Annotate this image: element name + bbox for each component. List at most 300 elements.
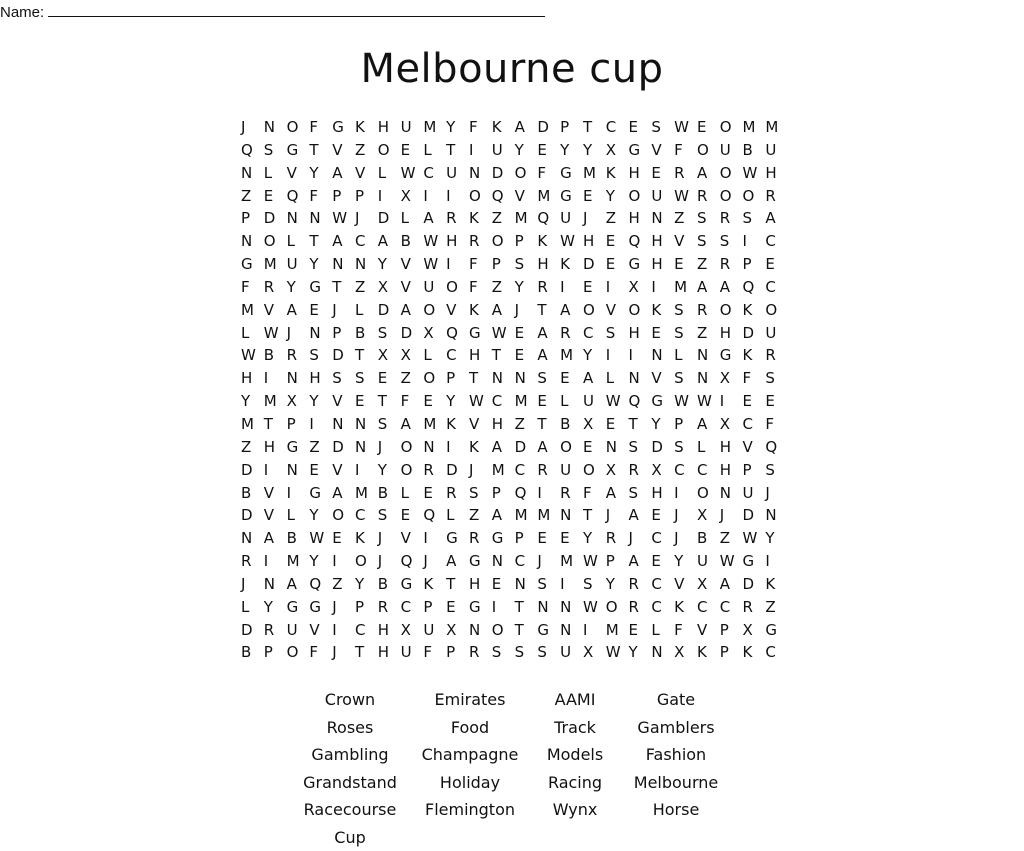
grid-letter: H (720, 459, 743, 482)
grid-letter: X (401, 185, 424, 208)
grid-letter: W (423, 230, 446, 253)
grid-letter: J (287, 322, 310, 345)
grid-letter: Y (355, 573, 378, 596)
grid-letter: K (537, 230, 560, 253)
grid-letter: K (355, 116, 378, 139)
grid-letter: H (720, 322, 743, 345)
grid-letter: Y (674, 550, 697, 573)
grid-letter: O (401, 459, 424, 482)
grid-letter: Z (241, 185, 264, 208)
grid-letter: F (401, 390, 424, 413)
grid-letter: V (674, 573, 697, 596)
grid-letter: W (674, 116, 697, 139)
grid-letter: Z (401, 367, 424, 390)
grid-letter: P (355, 185, 378, 208)
grid-letter: T (492, 344, 515, 367)
grid-letter: N (287, 367, 310, 390)
grid-letter: O (378, 139, 401, 162)
grid-letter: E (560, 367, 583, 390)
grid-letter: E (423, 482, 446, 505)
grid-letter: Z (355, 276, 378, 299)
grid-letter: R (537, 459, 560, 482)
grid-letter: G (743, 550, 766, 573)
grid-letter: E (309, 459, 332, 482)
grid-letter: L (423, 139, 446, 162)
grid-letter: P (264, 641, 287, 664)
grid-letter: Y (515, 139, 538, 162)
grid-letter: A (492, 436, 515, 459)
grid-letter: U (287, 253, 310, 276)
grid-letter: C (765, 641, 788, 664)
grid-letter: Y (309, 550, 332, 573)
word-list-item: Holiday (410, 769, 530, 797)
grid-letter: N (241, 230, 264, 253)
grid-letter: E (515, 344, 538, 367)
grid-letter: H (492, 413, 515, 436)
grid-letter: B (241, 482, 264, 505)
grid-letter: C (651, 573, 674, 596)
grid-letter: Y (765, 527, 788, 550)
grid-letter: G (720, 344, 743, 367)
grid-letter: S (674, 322, 697, 345)
grid-letter: Z (309, 436, 332, 459)
grid-letter: J (469, 459, 492, 482)
grid-letter: Z (515, 413, 538, 436)
grid-letter: G (309, 482, 332, 505)
grid-letter: M (515, 207, 538, 230)
grid-letter: D (378, 299, 401, 322)
grid-letter: A (606, 482, 629, 505)
grid-letter: S (378, 504, 401, 527)
grid-letter: L (355, 299, 378, 322)
grid-letter: U (651, 185, 674, 208)
grid-letter: H (629, 162, 652, 185)
grid-letter: O (423, 299, 446, 322)
grid-letter: R (720, 207, 743, 230)
grid-letter: M (241, 413, 264, 436)
grid-letter: K (469, 436, 492, 459)
grid-letter: O (264, 230, 287, 253)
grid-letter: P (332, 185, 355, 208)
grid-letter: Y (583, 344, 606, 367)
grid-letter: X (446, 619, 469, 642)
word-list-item: Gambling (290, 741, 410, 769)
grid-letter: E (515, 322, 538, 345)
grid-letter: I (423, 527, 446, 550)
grid-letter: L (401, 482, 424, 505)
word-list-item: AAMI (530, 686, 620, 714)
grid-letter: B (264, 344, 287, 367)
grid-letter: P (241, 207, 264, 230)
grid-letter: E (309, 299, 332, 322)
grid-letter: X (651, 459, 674, 482)
grid-letter: O (560, 436, 583, 459)
grid-letter: R (560, 482, 583, 505)
grid-letter: X (401, 619, 424, 642)
grid-letter: S (264, 139, 287, 162)
grid-letter: E (401, 504, 424, 527)
grid-letter: Y (446, 116, 469, 139)
letter-grid (241, 116, 788, 664)
grid-letter: K (423, 573, 446, 596)
grid-letter: Y (309, 390, 332, 413)
grid-letter: Y (446, 390, 469, 413)
grid-letter: T (583, 116, 606, 139)
grid-letter: G (469, 322, 492, 345)
grid-letter: K (743, 344, 766, 367)
grid-letter: Z (492, 207, 515, 230)
grid-letter: G (560, 185, 583, 208)
grid-letter: L (674, 344, 697, 367)
grid-letter: Q (309, 573, 332, 596)
grid-letter: O (720, 116, 743, 139)
grid-letter: R (674, 162, 697, 185)
word-list-item: Gamblers (620, 714, 732, 742)
grid-letter: Q (629, 230, 652, 253)
grid-letter: Y (606, 185, 629, 208)
grid-letter: J (378, 527, 401, 550)
grid-letter: W (423, 253, 446, 276)
grid-letter: W (241, 344, 264, 367)
grid-letter: Y (583, 527, 606, 550)
grid-letter: G (629, 253, 652, 276)
grid-letter: A (537, 322, 560, 345)
grid-letter: C (515, 550, 538, 573)
grid-letter: C (651, 596, 674, 619)
grid-letter: D (743, 322, 766, 345)
grid-letter: O (583, 459, 606, 482)
grid-letter: E (629, 619, 652, 642)
grid-letter: S (674, 299, 697, 322)
grid-letter: T (629, 413, 652, 436)
grid-letter: J (515, 299, 538, 322)
grid-letter: H (651, 253, 674, 276)
grid-letter: S (606, 322, 629, 345)
grid-letter: T (309, 230, 332, 253)
grid-letter: J (537, 550, 560, 573)
grid-letter: S (720, 230, 743, 253)
grid-letter: E (537, 139, 560, 162)
grid-letter: N (492, 367, 515, 390)
grid-letter: V (355, 162, 378, 185)
grid-letter: Q (287, 185, 310, 208)
grid-letter: S (651, 116, 674, 139)
grid-letter: S (537, 367, 560, 390)
grid-letter: F (309, 641, 332, 664)
grid-letter: K (446, 413, 469, 436)
grid-letter: J (332, 641, 355, 664)
grid-letter: C (720, 596, 743, 619)
grid-letter: N (332, 413, 355, 436)
grid-letter: A (720, 573, 743, 596)
grid-letter: E (401, 139, 424, 162)
word-list-item: Emirates (410, 686, 530, 714)
grid-letter: D (492, 162, 515, 185)
grid-letter: X (720, 367, 743, 390)
grid-letter: M (492, 459, 515, 482)
grid-letter: R (765, 344, 788, 367)
grid-letter: X (287, 390, 310, 413)
grid-letter: T (446, 573, 469, 596)
grid-letter: I (492, 596, 515, 619)
grid-letter: R (629, 573, 652, 596)
grid-letter: P (720, 619, 743, 642)
grid-letter: M (264, 390, 287, 413)
grid-letter: A (537, 344, 560, 367)
grid-letter: C (401, 596, 424, 619)
grid-letter: U (765, 139, 788, 162)
grid-letter: O (515, 162, 538, 185)
grid-letter: N (423, 436, 446, 459)
grid-letter: H (378, 619, 401, 642)
grid-letter: A (629, 550, 652, 573)
grid-letter: Y (629, 641, 652, 664)
grid-letter: J (241, 573, 264, 596)
grid-letter: E (674, 253, 697, 276)
grid-letter: L (264, 162, 287, 185)
grid-letter: D (743, 573, 766, 596)
grid-letter: J (720, 504, 743, 527)
grid-letter: J (765, 482, 788, 505)
grid-letter: H (651, 482, 674, 505)
grid-letter: W (469, 390, 492, 413)
grid-letter: L (423, 344, 446, 367)
grid-letter: W (743, 527, 766, 550)
grid-letter: X (743, 619, 766, 642)
grid-letter: Y (560, 139, 583, 162)
grid-letter: B (241, 641, 264, 664)
grid-letter: I (560, 573, 583, 596)
grid-letter: N (697, 344, 720, 367)
word-list-item: Food (410, 714, 530, 742)
grid-letter: A (446, 550, 469, 573)
word-list-item: Crown (290, 686, 410, 714)
grid-letter: X (401, 344, 424, 367)
grid-letter: U (697, 550, 720, 573)
grid-letter: Y (287, 276, 310, 299)
grid-letter: X (697, 504, 720, 527)
grid-letter: G (287, 139, 310, 162)
grid-letter: M (560, 550, 583, 573)
grid-letter: W (720, 550, 743, 573)
grid-letter: U (287, 619, 310, 642)
grid-letter: P (446, 367, 469, 390)
grid-letter: D (401, 322, 424, 345)
grid-letter: M (560, 344, 583, 367)
grid-letter: I (332, 619, 355, 642)
grid-letter: C (446, 344, 469, 367)
grid-letter: W (583, 550, 606, 573)
grid-letter: N (355, 413, 378, 436)
grid-letter: V (332, 390, 355, 413)
grid-letter: Z (720, 527, 743, 550)
grid-letter: R (423, 459, 446, 482)
grid-letter: N (287, 459, 310, 482)
grid-letter: R (446, 207, 469, 230)
grid-letter: Q (492, 185, 515, 208)
grid-letter: U (423, 276, 446, 299)
grid-letter: X (378, 276, 401, 299)
grid-letter: Q (743, 276, 766, 299)
grid-letter: N (355, 436, 378, 459)
grid-letter: S (583, 573, 606, 596)
grid-letter: N (651, 641, 674, 664)
grid-letter: E (651, 550, 674, 573)
grid-letter: I (469, 139, 492, 162)
grid-letter: I (423, 185, 446, 208)
grid-letter: J (583, 207, 606, 230)
grid-letter: X (674, 641, 697, 664)
grid-letter: V (446, 299, 469, 322)
grid-letter: T (537, 413, 560, 436)
grid-letter: F (537, 162, 560, 185)
grid-letter: P (515, 527, 538, 550)
grid-letter: G (765, 619, 788, 642)
grid-letter: F (674, 619, 697, 642)
grid-letter: B (287, 527, 310, 550)
grid-letter: S (674, 436, 697, 459)
word-list-item: Roses (290, 714, 410, 742)
grid-letter: A (697, 162, 720, 185)
grid-letter: I (446, 253, 469, 276)
grid-letter: I (309, 413, 332, 436)
grid-letter: X (583, 641, 606, 664)
grid-letter: P (743, 459, 766, 482)
grid-letter: J (378, 436, 401, 459)
grid-letter: R (241, 550, 264, 573)
grid-letter: W (606, 641, 629, 664)
grid-letter: K (355, 527, 378, 550)
grid-letter: R (720, 253, 743, 276)
grid-letter: G (309, 276, 332, 299)
grid-letter: U (423, 619, 446, 642)
grid-letter: A (720, 276, 743, 299)
grid-letter: E (423, 390, 446, 413)
grid-letter: C (355, 504, 378, 527)
grid-letter: Y (651, 413, 674, 436)
grid-letter: Y (583, 139, 606, 162)
grid-letter: O (469, 185, 492, 208)
grid-letter: R (560, 322, 583, 345)
grid-letter: A (492, 504, 515, 527)
grid-letter: T (469, 367, 492, 390)
grid-letter: X (697, 573, 720, 596)
grid-letter: J (332, 299, 355, 322)
word-list-item: Flemington (410, 796, 530, 824)
grid-letter: O (765, 299, 788, 322)
grid-letter: Q (765, 436, 788, 459)
grid-letter: I (287, 482, 310, 505)
grid-letter: N (469, 162, 492, 185)
grid-letter: A (287, 299, 310, 322)
grid-letter: P (355, 596, 378, 619)
grid-letter: W (492, 322, 515, 345)
grid-letter: U (583, 390, 606, 413)
grid-letter: Y (309, 504, 332, 527)
grid-letter: I (446, 185, 469, 208)
grid-letter: H (469, 344, 492, 367)
word-list-item: Track (530, 714, 620, 742)
grid-letter: U (401, 641, 424, 664)
grid-letter: A (629, 504, 652, 527)
grid-letter: V (674, 230, 697, 253)
grid-letter: H (629, 207, 652, 230)
grid-letter: V (264, 482, 287, 505)
grid-letter: H (537, 253, 560, 276)
word-list-item: Cup (290, 824, 410, 851)
grid-letter: R (537, 276, 560, 299)
grid-letter: I (629, 344, 652, 367)
grid-letter: L (697, 436, 720, 459)
grid-letter: C (355, 230, 378, 253)
grid-letter: S (537, 573, 560, 596)
grid-letter: I (674, 482, 697, 505)
grid-letter: J (674, 527, 697, 550)
grid-letter: S (378, 413, 401, 436)
grid-letter: D (241, 504, 264, 527)
grid-letter: S (355, 367, 378, 390)
grid-letter: M (423, 413, 446, 436)
grid-letter: R (743, 596, 766, 619)
grid-letter: V (264, 299, 287, 322)
grid-letter: M (287, 550, 310, 573)
grid-letter: J (355, 207, 378, 230)
grid-letter: E (492, 573, 515, 596)
grid-letter: V (401, 276, 424, 299)
grid-letter: D (241, 619, 264, 642)
word-list-item: Racing (530, 769, 620, 797)
grid-letter: Q (446, 322, 469, 345)
grid-letter: A (332, 230, 355, 253)
grid-letter: Y (606, 573, 629, 596)
grid-letter: A (423, 207, 446, 230)
grid-letter: N (309, 322, 332, 345)
grid-letter: R (287, 344, 310, 367)
grid-letter: T (355, 344, 378, 367)
grid-letter: V (332, 459, 355, 482)
grid-letter: N (332, 253, 355, 276)
grid-letter: O (720, 185, 743, 208)
grid-letter: E (606, 413, 629, 436)
grid-letter: C (743, 413, 766, 436)
grid-letter: E (765, 253, 788, 276)
grid-letter: H (378, 641, 401, 664)
grid-letter: F (309, 185, 332, 208)
grid-letter: P (743, 253, 766, 276)
grid-letter: O (446, 276, 469, 299)
grid-letter: Q (423, 504, 446, 527)
grid-letter: O (720, 299, 743, 322)
grid-letter: F (674, 139, 697, 162)
grid-letter: M (674, 276, 697, 299)
grid-letter: S (674, 367, 697, 390)
grid-letter: T (515, 619, 538, 642)
grid-letter: Q (241, 139, 264, 162)
grid-letter: H (765, 162, 788, 185)
name-underline (48, 2, 545, 17)
grid-letter: N (355, 253, 378, 276)
grid-letter: I (264, 459, 287, 482)
grid-letter: A (765, 207, 788, 230)
grid-letter: O (743, 185, 766, 208)
grid-letter: D (515, 436, 538, 459)
grid-letter: O (697, 482, 720, 505)
grid-letter: R (469, 641, 492, 664)
grid-letter: W (674, 390, 697, 413)
grid-letter: I (765, 550, 788, 573)
grid-letter: P (492, 253, 515, 276)
grid-letter: Z (606, 207, 629, 230)
